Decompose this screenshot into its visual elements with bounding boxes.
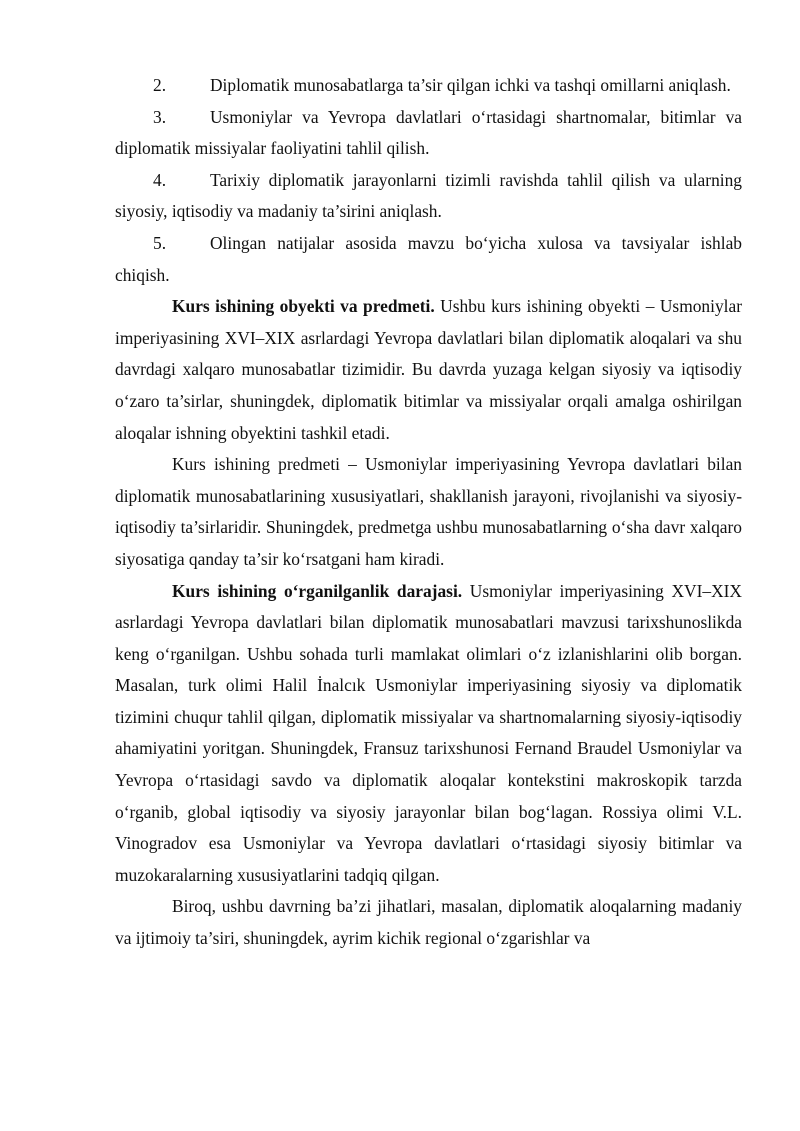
list-item-number: 2. xyxy=(153,75,167,95)
list-item xyxy=(115,165,742,228)
paragraph-text: Kurs ishining predmeti – Usmoniylar imperiyasining Yevropa davlatlari bilan diplomatik munosabatlarining xususiyatlari, shakllanish jarayoni, rivojlanishi va siyosiy-iqtisodiy ta’sirlaridir. Shuningdek, predmetga ushbu munosabatlarning o‘sha davr xalqaro siyosatiga qanday ta’sir ko‘rsatgani ham kiradi. xyxy=(115,454,742,569)
paragraph-however xyxy=(115,891,742,954)
paragraph-heading: Kurs ishining obyekti va predmeti. xyxy=(172,296,435,317)
list-item-text: Olingan natijalar asosida mavzu bo‘yicha xulosa va tavsiyalar ishlab chiqish. xyxy=(115,232,742,285)
paragraph-text: Biroq, ushbu davrning ba’zi jihatlari, masalan, diplomatik aloqalarning madaniy va ijtimoiy ta’siri, shuningdek, ayrim kichik regional o‘zgarishlar va xyxy=(115,896,742,949)
list-item xyxy=(115,228,742,291)
list-item-number: 4. xyxy=(153,169,167,190)
list-item-number: 5. xyxy=(153,232,167,253)
list-item xyxy=(115,102,742,165)
list-item-text: Diplomatik munosabatlarga ta’sir qilgan ichki va tashqi omillarni aniqlash. xyxy=(210,75,731,95)
paragraph-study-level xyxy=(115,576,742,892)
list-item-number: 3. xyxy=(153,106,167,127)
list-item-text: Tarixiy diplomatik jarayonlarni tizimli ravishda tahlil qilish va ularning siyosiy, iqtisodiy va madaniy ta’sirini aniqlash. xyxy=(115,169,742,222)
list-item-text: Usmoniylar va Yevropa davlatlari o‘rtasidagi shartnomalar, bitimlar va diplomatik missiyalar faoliyatini tahlil qilish. xyxy=(115,106,742,159)
paragraph-text: Ushbu kurs ishining obyekti – Usmoniylar imperiyasining XVI–XIX asrlardagi Yevropa davlatlari bilan diplomatik aloqalari va shu davrdagi xalqaro munosabatlar tizimidir. Bu davrda yuzaga kelgan siyosiy va iqtisodiy o‘zaro ta’sirlar, shuningdek, diplomatik bitimlar va missiyalar orqali amalga oshirilgan aloqalar ishning obyektini tashkil etadi. xyxy=(115,296,742,443)
paragraph-text: Usmoniylar imperiyasining XVI–XIX asrlardagi Yevropa davlatlari bilan diplomatik munosabatlari mavzusi tarixshunoslikda keng o‘rganilgan. Ushbu sohada turli mamlakat olimlari o‘z izlanishlarini olib borgan. Masalan, turk olimi Halil İnalcık Usmoniylar imperiyasining siyosiy va diplomatik tizimini chuqur tahlil qilgan, diplomatik missiyalar va shartnomalarning siyosiy-iqtisodiy ahamiyatini yoritgan. Shuningdek, Fransuz tarixshunosi Fernand Braudel Usmoniylar va Yevropa o‘rtasidagi savdo va diplomatik aloqalar kontekstini makroskopik tarzda o‘rganib, global iqtisodiy va siyosiy jarayonlar bilan bog‘lagan. Rossiya olimi V.L. Vinogradov esa Usmoniylar va Yevropa davlatlari o‘rtasidagi siyosiy bitimlar va muzokaralarning xususiyatlarini tadqiq qilgan. xyxy=(115,580,742,885)
paragraph-subject xyxy=(115,449,742,575)
paragraph-heading: Kurs ishining o‘rganilganlik darajasi. xyxy=(172,580,463,601)
list-item xyxy=(115,70,742,102)
paragraph-object-subject xyxy=(115,291,742,449)
